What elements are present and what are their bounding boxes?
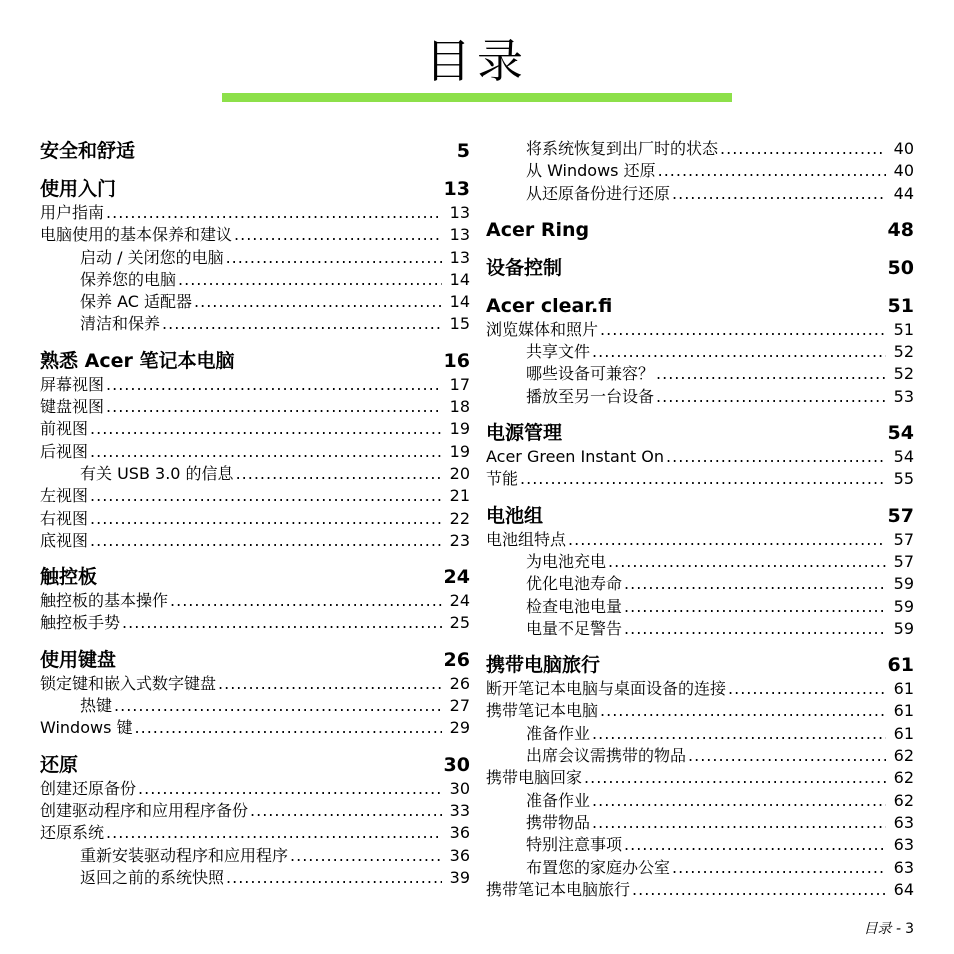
toc-entry[interactable] [486,529,914,551]
toc-section-heading[interactable] [40,348,470,374]
toc-title: 有关 USB 3.0 的信息 [80,463,234,483]
toc-entry[interactable] [486,551,914,573]
toc-page-number: 22 [449,508,470,528]
dot-leader [194,291,442,313]
dot-leader [600,319,886,341]
toc-entry[interactable] [40,590,470,612]
toc-title: 为电池充电 [526,551,607,571]
toc-page-number: 44 [893,183,914,203]
toc-column-left [40,138,470,889]
toc-entry[interactable] [486,790,914,812]
toc-page-number: 52 [893,342,914,362]
dot-leader [234,224,442,246]
toc-page-number: 17 [449,374,470,394]
dot-leader [672,857,886,879]
toc-title: 出席会议需携带的物品 [526,746,687,766]
toc-page-number: 15 [449,314,470,334]
toc-entry[interactable] [40,202,470,224]
toc-entry[interactable] [486,767,914,789]
toc-title: 布置您的家庭办公室 [526,857,671,877]
toc-section-heading[interactable] [486,217,914,243]
toc-title: 用户指南 [40,203,105,222]
dot-leader [114,695,442,717]
toc-entry[interactable] [486,834,914,856]
toc-column-right [486,138,914,901]
toc-page-number: 63 [893,812,914,832]
dot-leader [178,269,442,291]
toc-title: 将系统恢复到出厂时的状态 [526,139,719,158]
toc-title: 触控板手势 [40,613,121,633]
toc-page-number: 20 [449,463,470,483]
toc-entry[interactable] [40,612,470,634]
toc-title: 键盘视图 [40,397,105,417]
dot-leader [666,446,886,468]
dot-leader [226,867,442,889]
toc-entry[interactable] [486,319,914,341]
dot-leader [656,386,886,408]
toc-title: 准备作业 [526,723,591,743]
dot-leader [592,812,886,834]
toc-entry[interactable] [40,374,470,396]
toc-page-number: 50 [887,256,914,279]
toc-title: 携带电脑旅行 [486,654,601,677]
dot-leader [250,800,442,822]
toc-entry[interactable] [40,224,470,246]
toc-title: Windows 键 [40,718,133,738]
toc-page-number: 29 [449,718,470,738]
toc-page-number: 63 [893,857,914,877]
dot-leader [658,160,886,182]
toc-title: 还原 [40,753,79,776]
toc-page-number: 13 [449,203,470,222]
toc-entry[interactable] [486,618,914,640]
toc-title: 使用入门 [40,178,117,200]
toc-entry[interactable] [40,441,470,463]
toc-title: 热键 [80,696,113,716]
toc-entry[interactable] [486,857,914,879]
toc-page-number: 24 [443,566,470,589]
dot-leader [656,363,886,385]
toc-title: 电量不足警告 [526,618,623,638]
toc-page-number: 25 [449,613,470,633]
toc-entry[interactable] [486,341,914,363]
toc-page-number: 39 [449,867,470,887]
toc-title: 携带笔记本电脑旅行 [486,879,631,899]
toc-title: 还原系统 [40,823,105,843]
toc-title: 优化电池寿命 [526,574,623,594]
toc-title: Acer Green Instant On [486,447,665,467]
toc-section-heading[interactable] [40,176,470,202]
title-underline [222,93,732,102]
toc-page-number: 18 [449,397,470,417]
toc-entry[interactable] [40,463,470,485]
dot-leader [720,138,886,160]
toc-entry[interactable] [40,396,470,418]
toc-title: 返回之前的系统快照 [80,867,225,887]
toc-page-number: 61 [893,723,914,743]
toc-title: 播放至另一台设备 [526,386,655,406]
toc-page-number: 59 [893,574,914,594]
toc-title: 携带电脑回家 [486,768,583,788]
toc-page-number: 19 [449,419,470,439]
dot-leader [90,418,442,440]
page-title: 目录 [425,34,529,88]
toc-page-number: 13 [449,247,470,267]
toc-entry[interactable] [40,717,470,739]
dot-leader [520,468,886,490]
toc-entry[interactable] [40,673,470,695]
toc-section-heading[interactable] [486,293,914,319]
toc-entry[interactable] [40,800,470,822]
toc-section-heading[interactable] [486,503,914,529]
toc-title: Acer clear.fi [486,294,613,317]
toc-page-number: 5 [456,140,470,162]
dot-leader [568,529,886,551]
toc-page-number: 30 [443,753,470,776]
toc-title: 电源管理 [486,422,563,445]
toc-title: 保养您的电脑 [80,269,177,289]
toc-page-number: 62 [893,790,914,810]
toc-section-heading[interactable] [40,647,470,673]
toc-title: 携带物品 [526,812,591,832]
dot-leader [106,396,442,418]
toc-entry[interactable] [486,183,914,205]
dot-leader [135,717,442,739]
toc-title: 特别注意事项 [526,835,623,855]
dot-leader [688,745,886,767]
dot-leader [106,202,442,224]
toc-page-number: 63 [893,835,914,855]
toc-title: 重新安装驱动程序和应用程序 [80,845,289,865]
toc-page-number: 59 [893,596,914,616]
toc-section-heading[interactable] [486,255,914,281]
dot-leader [728,678,886,700]
toc-page-number: 40 [893,139,914,158]
toc-page-number: 48 [887,218,914,241]
toc-page-number: 40 [893,161,914,181]
toc-title: 使用键盘 [40,648,117,671]
toc-entry[interactable] [40,418,470,440]
toc-title: 从 Windows 还原 [526,161,656,181]
toc-page-number: 54 [893,447,914,467]
toc-page-number: 62 [893,768,914,788]
toc-entry[interactable] [486,812,914,834]
toc-title: 底视图 [40,530,89,550]
toc-title: 从还原备份进行还原 [526,183,671,203]
dot-leader [608,551,886,573]
toc-title: 保养 AC 适配器 [80,292,193,312]
toc-page-number: 21 [449,486,470,506]
toc-entry[interactable] [40,291,470,313]
toc-page-number: 27 [449,696,470,716]
toc-page-number: 59 [893,618,914,638]
toc-entry[interactable] [486,386,914,408]
dot-leader [624,573,886,595]
toc-entry[interactable] [486,879,914,901]
toc-page-number: 36 [449,845,470,865]
toc-entry[interactable] [40,778,470,800]
dot-leader [592,790,886,812]
toc-entry[interactable] [486,745,914,767]
toc-entry[interactable] [486,700,914,722]
toc-page-number: 54 [887,422,914,445]
toc-page-number: 13 [443,178,470,200]
toc-section-heading[interactable] [40,752,470,778]
toc-page-number: 14 [449,292,470,312]
toc-title: Acer Ring [486,218,590,241]
toc-title: 触控板的基本操作 [40,591,169,611]
footer-page-number: 3 [905,921,914,937]
toc-title: 电池组特点 [486,529,567,549]
toc-entry[interactable] [40,313,470,335]
toc-entry[interactable] [40,822,470,844]
toc-title: 准备作业 [526,790,591,810]
dot-leader [90,508,442,530]
toc-page-number: 52 [893,364,914,384]
dot-leader [236,463,442,485]
toc-entry[interactable] [40,269,470,291]
toc-title: 断开笔记本电脑与桌面设备的连接 [486,679,727,699]
toc-page-number: 61 [887,654,914,677]
dot-leader [600,700,886,722]
toc-page-number: 24 [449,591,470,611]
toc-entry[interactable] [486,468,914,490]
toc-page-number: 36 [449,823,470,843]
toc-page-number: 23 [449,530,470,550]
toc-page-number: 62 [893,746,914,766]
page-footer [864,918,914,938]
dot-leader [218,673,442,695]
dot-leader [90,441,442,463]
toc-title: 右视图 [40,508,89,528]
toc-title: 左视图 [40,486,89,506]
toc-page-number: 51 [893,319,914,339]
dot-leader [226,247,442,269]
toc-entry[interactable] [40,247,470,269]
dot-leader [138,778,442,800]
toc-page-number: 57 [893,529,914,549]
dot-leader [672,183,886,205]
dot-leader [106,374,442,396]
toc-title: 清洁和保养 [80,314,161,334]
toc-page-number: 19 [449,441,470,461]
toc-page-number: 14 [449,269,470,289]
toc-entry[interactable] [486,363,914,385]
toc-page-number: 26 [449,673,470,693]
dot-leader [592,341,886,363]
footer-label: 目录 - [863,921,902,937]
toc-page-number: 53 [893,386,914,406]
toc-title: 触控板 [40,566,98,589]
dot-leader [624,618,886,640]
toc-entry[interactable] [40,867,470,889]
toc-title: 电池组 [486,504,544,527]
toc-page-number: 57 [887,504,914,527]
dot-leader [592,723,886,745]
toc-entry[interactable] [40,530,470,552]
toc-title: 携带笔记本电脑 [486,701,599,721]
toc-entry[interactable] [486,596,914,618]
toc-section-heading[interactable] [486,652,914,678]
dot-leader [122,612,442,634]
toc-title: 后视图 [40,441,89,461]
toc-title: 创建还原备份 [40,778,137,798]
toc-page-number: 26 [443,648,470,671]
toc-title: 共享文件 [526,342,591,362]
toc-entry[interactable] [40,845,470,867]
toc-entry[interactable] [486,723,914,745]
toc-page-number: 55 [893,469,914,489]
toc-section-heading[interactable] [40,564,470,590]
toc-title: 节能 [486,469,519,489]
toc-entry[interactable] [486,573,914,595]
toc-title: 设备控制 [486,256,563,279]
toc-entry[interactable] [486,160,914,182]
dot-leader [624,596,886,618]
toc-title: 屏幕视图 [40,374,105,394]
dot-leader [290,845,442,867]
dot-leader [624,834,886,856]
toc-entry[interactable] [40,485,470,507]
toc-page-number: 57 [893,551,914,571]
toc-page-number: 64 [893,879,914,899]
dot-leader [162,313,442,335]
toc-entry[interactable] [486,446,914,468]
toc-title: 浏览媒体和照片 [486,319,599,339]
toc-page-number: 13 [449,225,470,245]
toc-title: 锁定键和嵌入式数字键盘 [40,673,217,693]
dot-leader [90,530,442,552]
toc-title: 安全和舒适 [40,140,136,162]
toc-page-number: 51 [887,294,914,317]
toc-page-number: 61 [893,679,914,699]
dot-leader [106,822,442,844]
toc-title: 创建驱动程序和应用程序备份 [40,800,249,820]
toc-title: 熟悉 Acer 笔记本电脑 [40,349,235,372]
toc-page-number: 16 [443,349,470,372]
toc-page-number: 30 [449,778,470,798]
toc-title: 哪些设备可兼容？ [526,364,655,384]
toc-entry[interactable] [40,508,470,530]
toc-section-heading[interactable] [40,138,470,164]
toc-page-number: 33 [449,800,470,820]
toc-section-heading[interactable] [486,420,914,446]
toc-page-number: 61 [893,701,914,721]
toc-title: 检查电池电量 [526,596,623,616]
toc-title: 前视图 [40,419,89,439]
dot-leader [170,590,442,612]
dot-leader [632,879,886,901]
toc-entry[interactable] [486,138,914,160]
toc-entry[interactable] [40,695,470,717]
dot-leader [584,767,886,789]
dot-leader [90,485,442,507]
toc-title: 电脑使用的基本保养和建议 [40,225,233,245]
toc-title: 启动 / 关闭您的电脑 [80,247,224,267]
toc-entry[interactable] [486,678,914,700]
